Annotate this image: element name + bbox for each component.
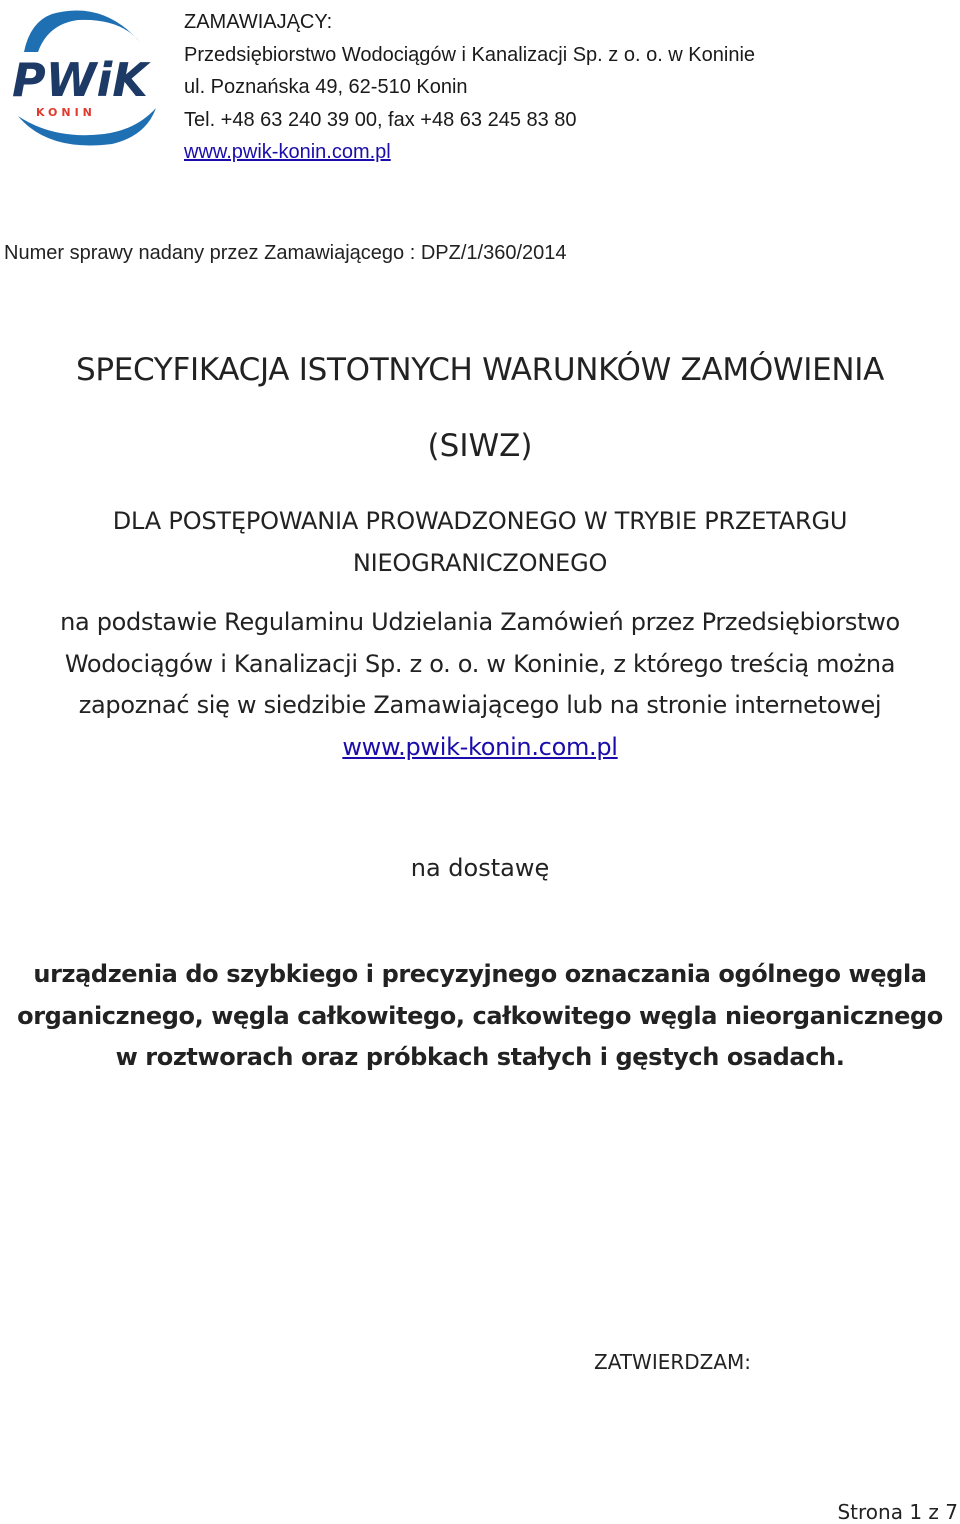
- case-number: Numer sprawy nadany przez Zamawiającego : DPZ/1/360/2014: [4, 242, 567, 264]
- procedure-mode: [0, 500, 960, 584]
- document-title: SPECYFIKACJA ISTOTNYCH WARUNKÓW ZAMÓWIENIA: [75, 352, 885, 388]
- basis-website-link[interactable]: www.pwik-konin.com.pl: [342, 732, 618, 761]
- logo-subtext: KONIN: [36, 106, 96, 119]
- logo-wordmark: PWiK: [12, 53, 148, 107]
- approval-label: ZATWIERDZAM:: [594, 1350, 752, 1374]
- delivery-label: na dostawę: [410, 854, 550, 882]
- subject-line-2: organicznego, węgla całkowitego, całkowitego węgla nieorganicznego: [17, 1001, 943, 1030]
- order-subject: [0, 954, 960, 1079]
- legal-basis: [0, 602, 960, 768]
- orderer-block: [184, 6, 755, 169]
- orderer-name: Przedsiębiorstwo Wodociągów i Kanalizacji Sp. z o. o. w Koninie: [184, 43, 756, 66]
- orderer-label: ZAMAWIAJĄCY:: [184, 11, 333, 33]
- procedure-line-2: NIEOGRANICZONEGO: [352, 549, 608, 577]
- subject-line-1: urządzenia do szybkiego i precyzyjnego oznaczania ogólnego węgla: [33, 960, 927, 988]
- procedure-line-1: DLA POSTĘPOWANIA PROWADZONEGO W TRYBIE PRZETARGU: [112, 507, 848, 535]
- basis-line-3: zapoznać się w siedzibie Zamawiającego lub na stronie internetowej: [78, 691, 882, 719]
- header-website-link[interactable]: www.pwik-konin.com.pl: [184, 141, 391, 163]
- basis-line-1: na podstawie Regulaminu Udzielania Zamówień przez Przedsiębiorstwo: [60, 608, 900, 636]
- subject-line-3: w roztworach oraz próbkach stałych i gęstych osadach.: [115, 1043, 845, 1071]
- orderer-address: ul. Poznańska 49, 62-510 Konin: [184, 76, 468, 98]
- document-abbreviation: (SIWZ): [427, 428, 533, 464]
- orderer-phone: Tel. +48 63 240 39 00, fax +48 63 245 83 80: [184, 108, 577, 131]
- basis-line-2: Wodociągów i Kanalizacji Sp. z o. o. w Koninie, z którego treścią można: [64, 649, 896, 678]
- company-logo: [8, 4, 158, 154]
- page-number: Strona 1 z 7: [837, 1500, 958, 1524]
